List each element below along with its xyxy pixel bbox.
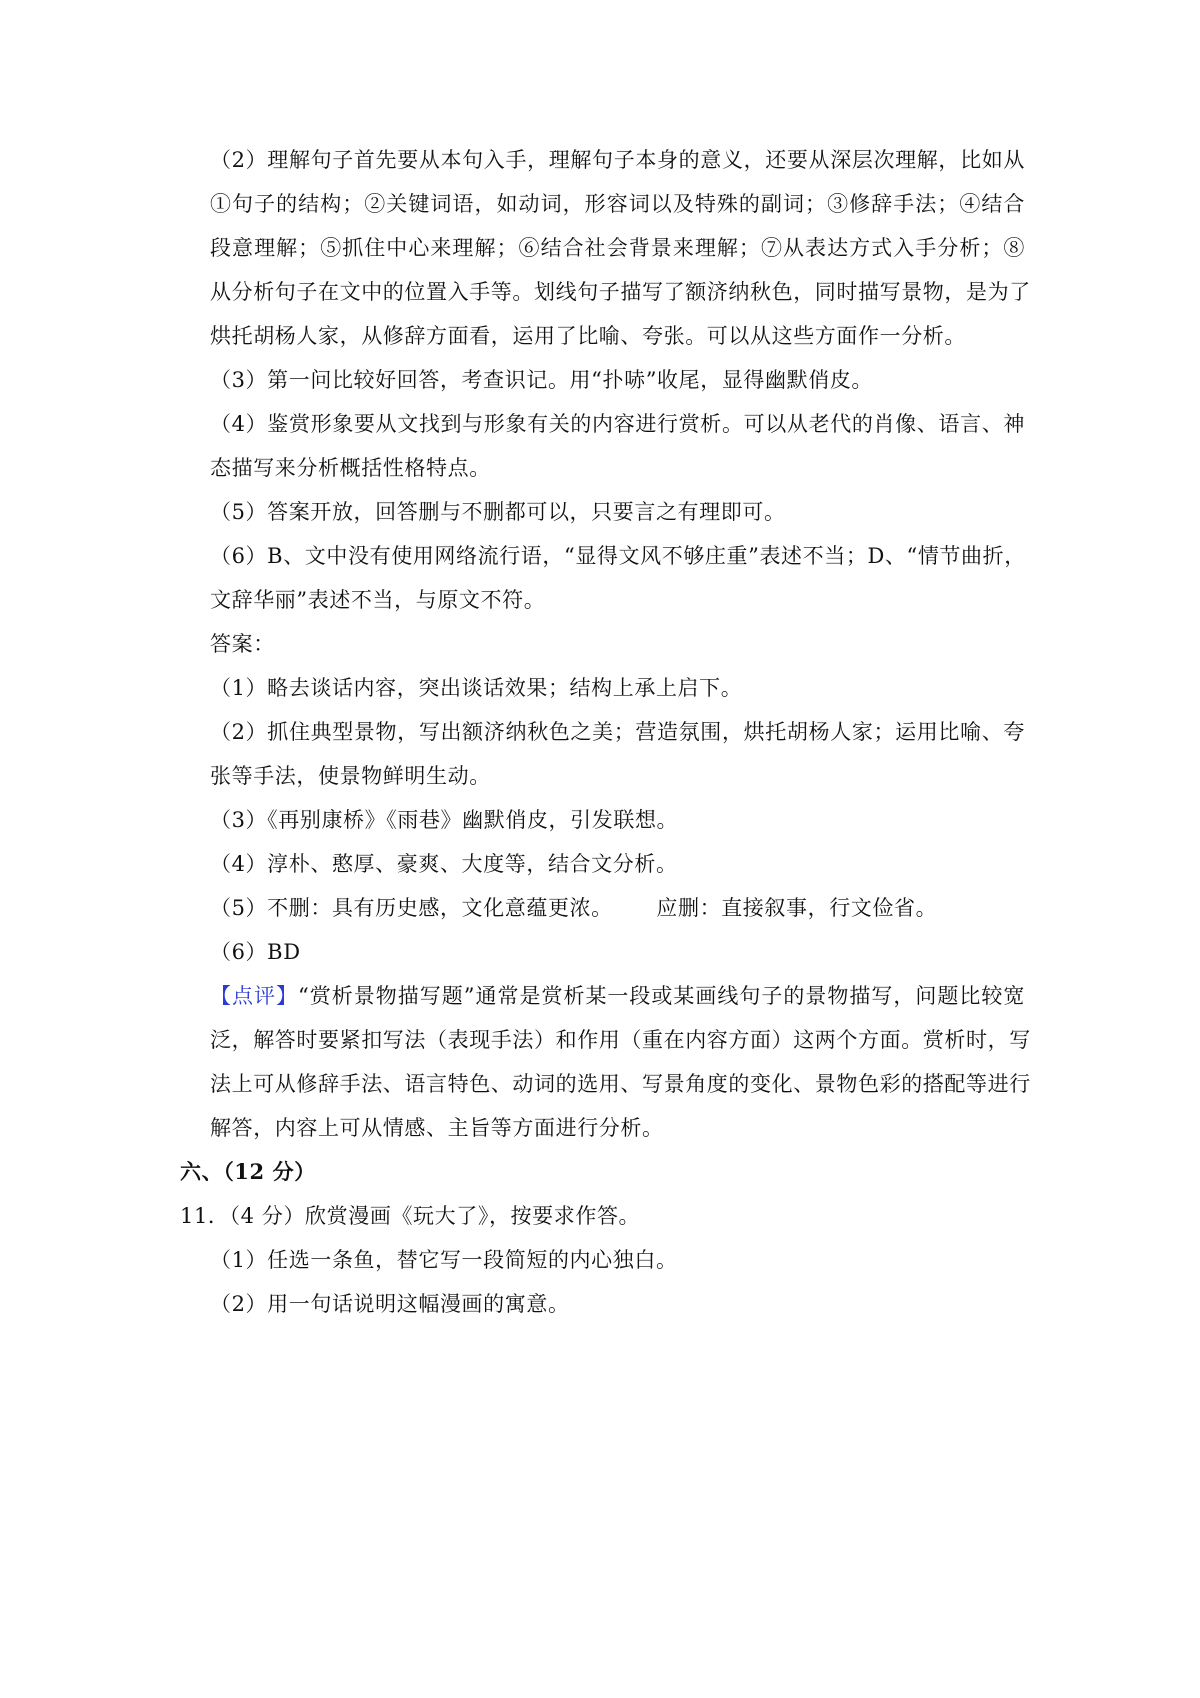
answer-1: （1）略去谈话内容，突出谈话效果；结构上承上启下。: [210, 676, 743, 700]
answer-5: （5）不删：具有历史感，文化意蕴更浓。 应删：直接叙事，行文俭省。: [210, 896, 938, 920]
analysis-2-line-4: 从分析句子在文中的位置入手等。划线句子描写了额济纳秋色，同时描写景物，是为了: [210, 280, 1031, 304]
answer-6: （6）BD: [210, 940, 301, 964]
analysis-6-line-2: 文辞华丽”表述不当，与原文不符。: [210, 588, 546, 612]
answer-2-line-2: 张等手法，使景物鲜明生动。: [210, 764, 491, 788]
question-11: 11．（4 分）欣赏漫画《玩大了》，按要求作答。: [180, 1204, 641, 1228]
analysis-2-line-2: ①句子的结构；②关键词语，如动词，形容词以及特殊的副词；③修辞手法；④结合: [210, 192, 1025, 216]
answer-2-line-1: （2）抓住典型景物，写出额济纳秋色之美；营造氛围，烘托胡杨人家；运用比喻、夸: [210, 720, 1025, 744]
analysis-2-line-1: （2）理解句子首先要从本句入手，理解句子本身的意义，还要从深层次理解，比如从: [210, 148, 1025, 172]
section-6-heading: 六、（12 分）: [180, 1159, 316, 1184]
answer-4: （4）淳朴、憨厚、豪爽、大度等，结合文分析。: [210, 852, 678, 876]
analysis-5: （5）答案开放，回答删与不删都可以，只要言之有理即可。: [210, 500, 786, 524]
analysis-2-line-5: 烘托胡杨人家，从修辞方面看，运用了比喻、夸张。可以从这些方面作一分析。: [210, 324, 966, 348]
question-11-part-2: （2）用一句话说明这幅漫画的寓意。: [210, 1292, 570, 1316]
review-line-1: [210, 981, 1025, 1011]
analysis-2-line-3: 段意理解；⑤抓住中心来理解；⑥结合社会背景来理解；⑦从表达方式入手分析；⑧: [210, 236, 1025, 260]
review-line-3: 法上可从修辞手法、语言特色、动词的选用、写景角度的变化、景物色彩的搭配等进行: [210, 1072, 1031, 1096]
question-11-part-1: （1）任选一条鱼，替它写一段简短的内心独白。: [210, 1248, 678, 1272]
review-line-2: 泛，解答时要紧扣写法（表现手法）和作用（重在内容方面）这两个方面。赏析时，写: [210, 1028, 1031, 1052]
analysis-3: （3）第一问比较好回答，考查识记。用“扑哧”收尾，显得幽默俏皮。: [210, 368, 874, 392]
analysis-4-line-2: 态描写来分析概括性格特点。: [210, 456, 491, 480]
analysis-4-line-1: （4）鉴赏形象要从文找到与形象有关的内容进行赏析。可以从老代的肖像、语言、神: [210, 412, 1025, 436]
analysis-6-line-1: （6）B、文中没有使用网络流行语，“显得文风不够庄重”表述不当；D、“情节曲折，: [210, 544, 1026, 568]
review-line-4: 解答，内容上可从情感、主旨等方面进行分析。: [210, 1116, 664, 1140]
review-tag: 【点评】: [210, 984, 298, 1008]
answer-label: 答案：: [210, 632, 275, 656]
review-text-1: “赏析景物描写题”通常是赏析某一段或某画线句子的景物描写，问题比较宽: [298, 984, 1025, 1008]
answer-3: （3）《再别康桥》《雨巷》幽默俏皮，引发联想。: [210, 808, 679, 832]
